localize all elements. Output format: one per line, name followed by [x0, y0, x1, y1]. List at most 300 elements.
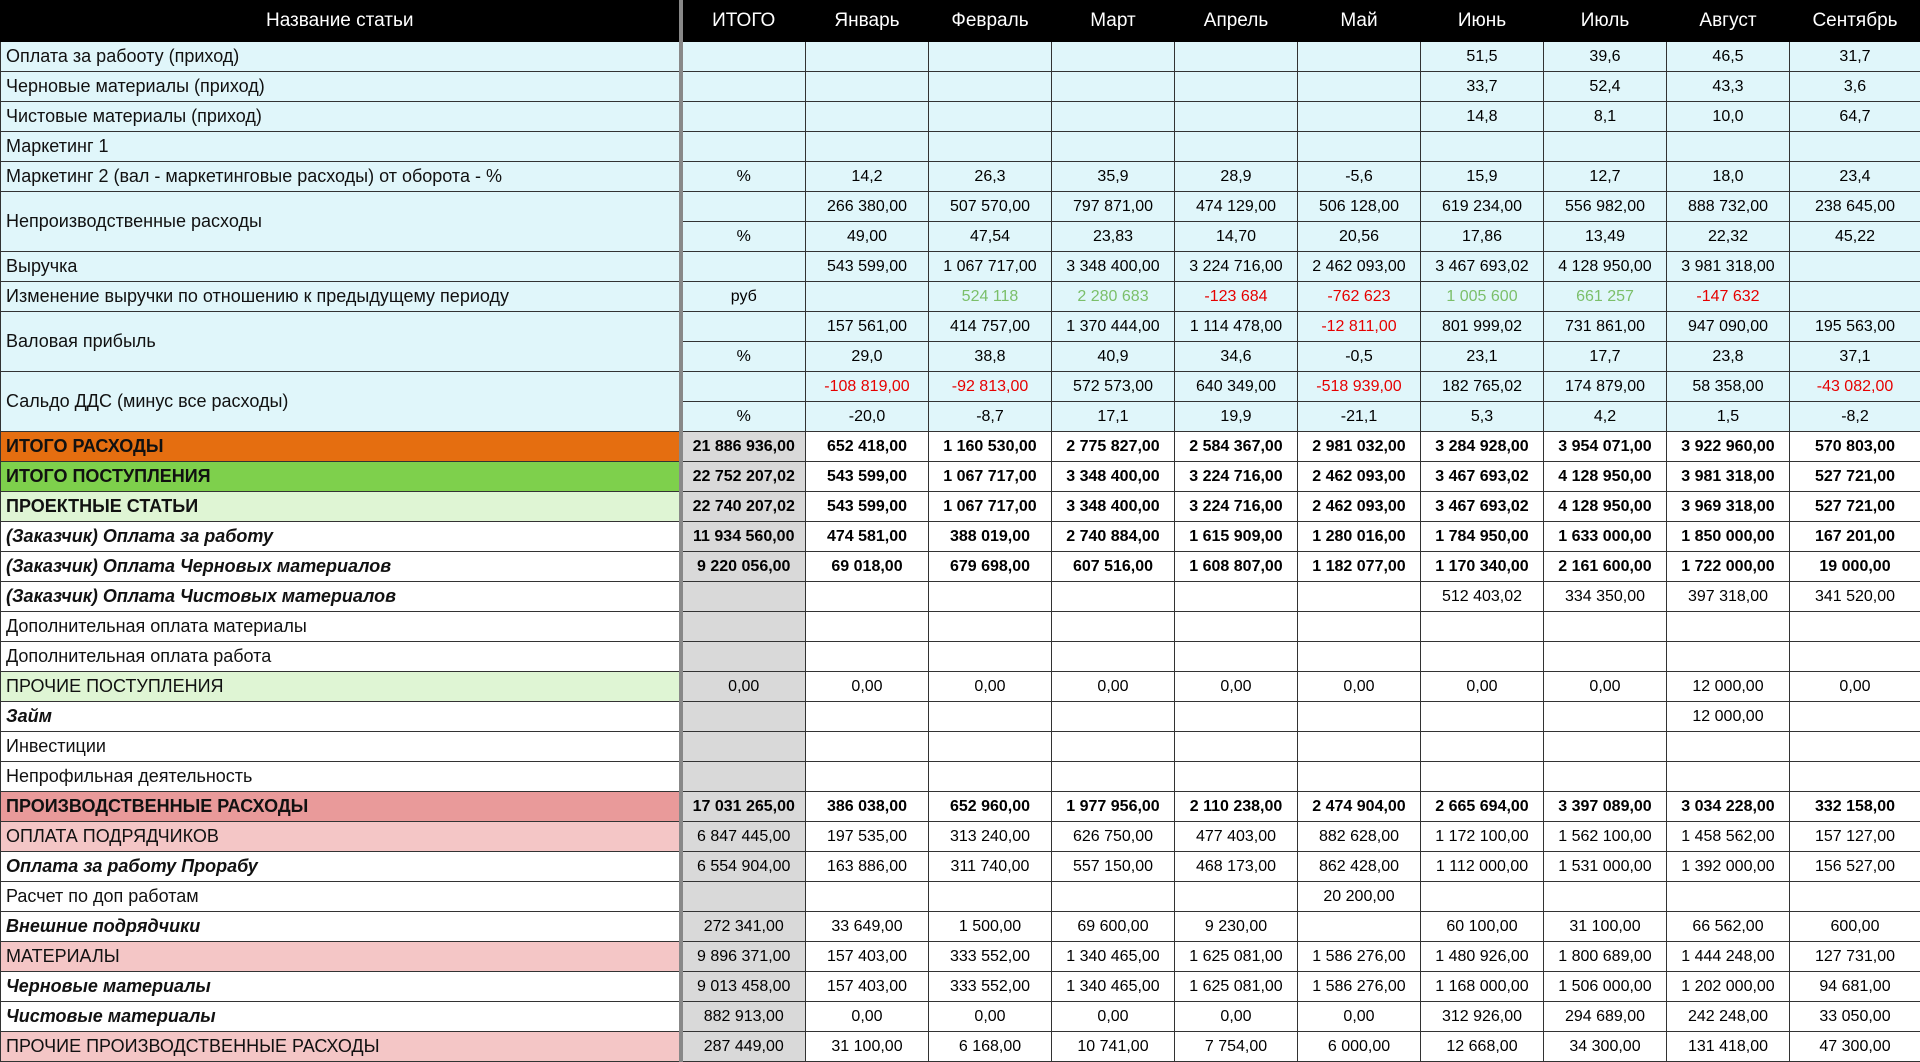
value-cell[interactable] [1175, 732, 1298, 762]
value-cell[interactable]: 14,8 [1421, 102, 1544, 132]
value-cell[interactable]: 14,70 [1175, 222, 1298, 252]
value-cell[interactable] [1052, 732, 1175, 762]
value-cell[interactable] [1298, 912, 1421, 942]
value-cell[interactable]: -8,2 [1790, 402, 1920, 432]
value-cell[interactable]: 1 112 000,00 [1421, 852, 1544, 882]
row-label[interactable]: ИТОГО РАСХОДЫ [1, 432, 681, 462]
value-cell[interactable]: 1 114 478,00 [1175, 312, 1298, 342]
value-cell[interactable] [1544, 732, 1667, 762]
row-label[interactable]: Сальдо ДДС (минус все расходы) [1, 372, 681, 432]
value-cell[interactable]: 397 318,00 [1667, 582, 1790, 612]
value-cell[interactable]: 23,1 [1421, 342, 1544, 372]
value-cell[interactable] [1790, 132, 1920, 162]
value-cell[interactable]: 20,56 [1298, 222, 1421, 252]
value-cell[interactable]: 52,4 [1544, 72, 1667, 102]
value-cell[interactable]: 3,6 [1790, 72, 1920, 102]
unit-cell[interactable] [681, 72, 806, 102]
value-cell[interactable]: 332 158,00 [1790, 792, 1920, 822]
value-cell[interactable]: 3 467 693,02 [1421, 252, 1544, 282]
value-cell[interactable] [1790, 732, 1920, 762]
value-cell[interactable]: 33 050,00 [1790, 1002, 1920, 1032]
value-cell[interactable] [1175, 102, 1298, 132]
value-cell[interactable]: 1 182 077,00 [1298, 552, 1421, 582]
row-label[interactable]: ПРОЧИЕ ПРОИЗВОДСТВЕННЫЕ РАСХОДЫ [1, 1032, 681, 1062]
value-cell[interactable]: 1 067 717,00 [929, 462, 1052, 492]
value-cell[interactable]: 1 067 717,00 [929, 492, 1052, 522]
value-cell[interactable]: 311 740,00 [929, 852, 1052, 882]
value-cell[interactable]: 28,9 [1175, 162, 1298, 192]
value-cell[interactable]: 47 300,00 [1790, 1032, 1920, 1062]
value-cell[interactable]: 8,1 [1544, 102, 1667, 132]
value-cell[interactable]: 3 224 716,00 [1175, 462, 1298, 492]
value-cell[interactable]: 0,00 [1544, 672, 1667, 702]
row-label[interactable]: Чистовые материалы (приход) [1, 102, 681, 132]
value-cell[interactable]: 2 161 600,00 [1544, 552, 1667, 582]
value-cell[interactable]: 334 350,00 [1544, 582, 1667, 612]
value-cell[interactable]: 619 234,00 [1421, 192, 1544, 222]
value-cell[interactable]: 477 403,00 [1175, 822, 1298, 852]
value-cell[interactable] [1544, 612, 1667, 642]
value-cell[interactable]: 23,83 [1052, 222, 1175, 252]
value-cell[interactable]: 0,00 [1298, 672, 1421, 702]
value-cell[interactable] [1175, 612, 1298, 642]
value-cell[interactable] [1667, 762, 1790, 792]
value-cell[interactable]: 157 403,00 [806, 942, 929, 972]
value-cell[interactable]: 1 340 465,00 [1052, 972, 1175, 1002]
value-cell[interactable] [1790, 612, 1920, 642]
row-label[interactable]: Оплата за рабооту (приход) [1, 42, 681, 72]
row-label[interactable]: Черновые материалы [1, 972, 681, 1002]
value-cell[interactable]: 3 224 716,00 [1175, 252, 1298, 282]
value-cell[interactable]: 64,7 [1790, 102, 1920, 132]
value-cell[interactable]: 3 348 400,00 [1052, 462, 1175, 492]
value-cell[interactable]: 242 248,00 [1667, 1002, 1790, 1032]
header-name[interactable]: Название статьи [1, 1, 681, 42]
value-cell[interactable]: 0,00 [929, 1002, 1052, 1032]
row-label[interactable]: Дополнительная оплата материалы [1, 612, 681, 642]
value-cell[interactable]: 31 100,00 [1544, 912, 1667, 942]
total-cell[interactable] [681, 732, 806, 762]
value-cell[interactable]: 4,2 [1544, 402, 1667, 432]
header-month[interactable]: Сентябрь [1790, 1, 1920, 42]
value-cell[interactable]: 12,7 [1544, 162, 1667, 192]
value-cell[interactable]: 3 467 693,02 [1421, 492, 1544, 522]
total-cell[interactable] [681, 612, 806, 642]
value-cell[interactable]: 38,8 [929, 342, 1052, 372]
value-cell[interactable]: 23,8 [1667, 342, 1790, 372]
total-cell[interactable]: 6 554 904,00 [681, 852, 806, 882]
value-cell[interactable]: 1,5 [1667, 402, 1790, 432]
value-cell[interactable]: 2 110 238,00 [1175, 792, 1298, 822]
value-cell[interactable]: 34 300,00 [1544, 1032, 1667, 1062]
value-cell[interactable]: -5,6 [1298, 162, 1421, 192]
row-label[interactable]: Займ [1, 702, 681, 732]
header-total[interactable]: ИТОГО [681, 1, 806, 42]
value-cell[interactable] [1544, 642, 1667, 672]
value-cell[interactable]: -762 623 [1298, 282, 1421, 312]
value-cell[interactable] [1175, 702, 1298, 732]
value-cell[interactable]: 543 599,00 [806, 462, 929, 492]
value-cell[interactable] [929, 42, 1052, 72]
value-cell[interactable] [1667, 612, 1790, 642]
value-cell[interactable]: 527 721,00 [1790, 462, 1920, 492]
value-cell[interactable] [1052, 102, 1175, 132]
value-cell[interactable] [929, 882, 1052, 912]
value-cell[interactable]: 3 981 318,00 [1667, 462, 1790, 492]
value-cell[interactable]: 1 562 100,00 [1544, 822, 1667, 852]
value-cell[interactable]: 3 922 960,00 [1667, 432, 1790, 462]
value-cell[interactable]: 1 850 000,00 [1667, 522, 1790, 552]
value-cell[interactable]: -12 811,00 [1298, 312, 1421, 342]
row-label[interactable]: ОПЛАТА ПОДРЯДЧИКОВ [1, 822, 681, 852]
row-label[interactable]: Валовая прибыль [1, 312, 681, 372]
value-cell[interactable]: 506 128,00 [1298, 192, 1421, 222]
value-cell[interactable] [1421, 732, 1544, 762]
value-cell[interactable]: 947 090,00 [1667, 312, 1790, 342]
value-cell[interactable]: 195 563,00 [1790, 312, 1920, 342]
value-cell[interactable] [1175, 882, 1298, 912]
value-cell[interactable]: 1 170 340,00 [1421, 552, 1544, 582]
value-cell[interactable]: 1 506 000,00 [1544, 972, 1667, 1002]
value-cell[interactable]: 163 886,00 [806, 852, 929, 882]
row-label[interactable]: Выручка [1, 252, 681, 282]
value-cell[interactable] [1175, 72, 1298, 102]
value-cell[interactable] [1790, 702, 1920, 732]
value-cell[interactable]: 1 172 100,00 [1421, 822, 1544, 852]
value-cell[interactable]: 2 462 093,00 [1298, 252, 1421, 282]
value-cell[interactable] [929, 642, 1052, 672]
total-cell[interactable] [681, 582, 806, 612]
value-cell[interactable] [1052, 612, 1175, 642]
value-cell[interactable] [1790, 252, 1920, 282]
unit-cell[interactable] [681, 252, 806, 282]
value-cell[interactable]: 197 535,00 [806, 822, 929, 852]
value-cell[interactable]: 13,49 [1544, 222, 1667, 252]
header-month[interactable]: Март [1052, 1, 1175, 42]
value-cell[interactable]: 0,00 [806, 672, 929, 702]
value-cell[interactable]: 1 444 248,00 [1667, 942, 1790, 972]
value-cell[interactable]: 1 280 016,00 [1298, 522, 1421, 552]
value-cell[interactable] [806, 882, 929, 912]
header-month[interactable]: Январь [806, 1, 929, 42]
value-cell[interactable] [1421, 762, 1544, 792]
value-cell[interactable] [1544, 882, 1667, 912]
value-cell[interactable] [1298, 132, 1421, 162]
value-cell[interactable]: 652 418,00 [806, 432, 929, 462]
row-label[interactable]: Инвестиции [1, 732, 681, 762]
value-cell[interactable]: 266 380,00 [806, 192, 929, 222]
total-cell[interactable]: 17 031 265,00 [681, 792, 806, 822]
value-cell[interactable]: 49,00 [806, 222, 929, 252]
value-cell[interactable] [806, 132, 929, 162]
value-cell[interactable] [1544, 702, 1667, 732]
value-cell[interactable] [1298, 612, 1421, 642]
value-cell[interactable]: 0,00 [1298, 1002, 1421, 1032]
value-cell[interactable]: -147 632 [1667, 282, 1790, 312]
value-cell[interactable]: 1 615 909,00 [1175, 522, 1298, 552]
value-cell[interactable]: 1 458 562,00 [1667, 822, 1790, 852]
value-cell[interactable]: 7 754,00 [1175, 1032, 1298, 1062]
value-cell[interactable] [806, 282, 929, 312]
value-cell[interactable]: 1 722 000,00 [1667, 552, 1790, 582]
value-cell[interactable] [1790, 642, 1920, 672]
total-cell[interactable]: 22 752 207,02 [681, 462, 806, 492]
value-cell[interactable]: 18,0 [1667, 162, 1790, 192]
value-cell[interactable]: 4 128 950,00 [1544, 252, 1667, 282]
value-cell[interactable]: 2 280 683 [1052, 282, 1175, 312]
row-label[interactable]: Оплата за работу Прорабу [1, 852, 681, 882]
row-label[interactable]: Маркетинг 2 (вал - маркетинговые расходы) от оборота - % [1, 162, 681, 192]
value-cell[interactable]: 174 879,00 [1544, 372, 1667, 402]
value-cell[interactable]: 2 474 904,00 [1298, 792, 1421, 822]
value-cell[interactable]: 9 230,00 [1175, 912, 1298, 942]
value-cell[interactable]: 34,6 [1175, 342, 1298, 372]
value-cell[interactable]: 1 202 000,00 [1667, 972, 1790, 1002]
value-cell[interactable]: 0,00 [1790, 672, 1920, 702]
value-cell[interactable]: 31,7 [1790, 42, 1920, 72]
value-cell[interactable] [1175, 42, 1298, 72]
value-cell[interactable]: 312 926,00 [1421, 1002, 1544, 1032]
value-cell[interactable] [1298, 702, 1421, 732]
value-cell[interactable] [1052, 42, 1175, 72]
value-cell[interactable]: 58 358,00 [1667, 372, 1790, 402]
value-cell[interactable] [1052, 72, 1175, 102]
value-cell[interactable]: 512 403,02 [1421, 582, 1544, 612]
value-cell[interactable]: 33 649,00 [806, 912, 929, 942]
value-cell[interactable] [1544, 762, 1667, 792]
value-cell[interactable]: -518 939,00 [1298, 372, 1421, 402]
value-cell[interactable]: 731 861,00 [1544, 312, 1667, 342]
value-cell[interactable]: 10 741,00 [1052, 1032, 1175, 1062]
value-cell[interactable]: 294 689,00 [1544, 1002, 1667, 1032]
value-cell[interactable]: 527 721,00 [1790, 492, 1920, 522]
value-cell[interactable] [1667, 732, 1790, 762]
value-cell[interactable]: 2 981 032,00 [1298, 432, 1421, 462]
value-cell[interactable]: 43,3 [1667, 72, 1790, 102]
value-cell[interactable]: 2 462 093,00 [1298, 492, 1421, 522]
row-label[interactable]: (Заказчик) Оплата Черновых материалов [1, 552, 681, 582]
header-month[interactable]: Июнь [1421, 1, 1544, 42]
value-cell[interactable] [1298, 642, 1421, 672]
value-cell[interactable]: 882 628,00 [1298, 822, 1421, 852]
value-cell[interactable] [1052, 702, 1175, 732]
value-cell[interactable] [1175, 762, 1298, 792]
value-cell[interactable]: 46,5 [1667, 42, 1790, 72]
value-cell[interactable]: 1 633 000,00 [1544, 522, 1667, 552]
value-cell[interactable]: 131 418,00 [1667, 1032, 1790, 1062]
value-cell[interactable]: 661 257 [1544, 282, 1667, 312]
value-cell[interactable] [1175, 132, 1298, 162]
total-cell[interactable] [681, 882, 806, 912]
value-cell[interactable]: 238 645,00 [1790, 192, 1920, 222]
value-cell[interactable]: 167 201,00 [1790, 522, 1920, 552]
value-cell[interactable] [929, 132, 1052, 162]
value-cell[interactable] [929, 762, 1052, 792]
row-label[interactable]: (Заказчик) Оплата Чистовых материалов [1, 582, 681, 612]
row-label[interactable]: Непроизводственные расходы [1, 192, 681, 252]
unit-cell[interactable] [681, 42, 806, 72]
value-cell[interactable]: 22,32 [1667, 222, 1790, 252]
value-cell[interactable]: 60 100,00 [1421, 912, 1544, 942]
value-cell[interactable]: 33,7 [1421, 72, 1544, 102]
value-cell[interactable]: 1 800 689,00 [1544, 942, 1667, 972]
value-cell[interactable]: 3 224 716,00 [1175, 492, 1298, 522]
value-cell[interactable] [806, 612, 929, 642]
value-cell[interactable]: 524 118 [929, 282, 1052, 312]
value-cell[interactable]: 1 370 444,00 [1052, 312, 1175, 342]
unit-cell[interactable]: руб [681, 282, 806, 312]
value-cell[interactable]: 17,86 [1421, 222, 1544, 252]
value-cell[interactable]: 127 731,00 [1790, 942, 1920, 972]
value-cell[interactable]: 0,00 [1052, 672, 1175, 702]
value-cell[interactable]: 640 349,00 [1175, 372, 1298, 402]
value-cell[interactable]: 2 740 884,00 [1052, 522, 1175, 552]
value-cell[interactable]: -8,7 [929, 402, 1052, 432]
value-cell[interactable] [1298, 732, 1421, 762]
value-cell[interactable]: 47,54 [929, 222, 1052, 252]
value-cell[interactable]: 543 599,00 [806, 252, 929, 282]
value-cell[interactable] [1175, 642, 1298, 672]
value-cell[interactable]: -20,0 [806, 402, 929, 432]
value-cell[interactable]: 12 000,00 [1667, 702, 1790, 732]
header-month[interactable]: Апрель [1175, 1, 1298, 42]
value-cell[interactable]: 37,1 [1790, 342, 1920, 372]
value-cell[interactable]: 3 348 400,00 [1052, 492, 1175, 522]
value-cell[interactable]: 1 340 465,00 [1052, 942, 1175, 972]
value-cell[interactable]: 19 000,00 [1790, 552, 1920, 582]
value-cell[interactable]: 17,1 [1052, 402, 1175, 432]
value-cell[interactable] [806, 762, 929, 792]
value-cell[interactable] [1421, 132, 1544, 162]
value-cell[interactable]: 474 581,00 [806, 522, 929, 552]
value-cell[interactable]: 679 698,00 [929, 552, 1052, 582]
total-cell[interactable]: 0,00 [681, 672, 806, 702]
value-cell[interactable]: 0,00 [1175, 1002, 1298, 1032]
unit-cell[interactable]: % [681, 402, 806, 432]
value-cell[interactable] [806, 702, 929, 732]
value-cell[interactable]: 5,3 [1421, 402, 1544, 432]
value-cell[interactable]: 888 732,00 [1667, 192, 1790, 222]
value-cell[interactable]: 2 584 367,00 [1175, 432, 1298, 462]
value-cell[interactable]: 19,9 [1175, 402, 1298, 432]
value-cell[interactable]: 1 160 530,00 [929, 432, 1052, 462]
value-cell[interactable]: 157 561,00 [806, 312, 929, 342]
value-cell[interactable]: 386 038,00 [806, 792, 929, 822]
value-cell[interactable]: 1 784 950,00 [1421, 522, 1544, 552]
value-cell[interactable]: -21,1 [1298, 402, 1421, 432]
header-month[interactable]: Июль [1544, 1, 1667, 42]
value-cell[interactable] [929, 702, 1052, 732]
value-cell[interactable]: 157 127,00 [1790, 822, 1920, 852]
value-cell[interactable] [1667, 882, 1790, 912]
header-month[interactable]: Февраль [929, 1, 1052, 42]
value-cell[interactable] [806, 642, 929, 672]
total-cell[interactable] [681, 642, 806, 672]
value-cell[interactable]: 1 625 081,00 [1175, 972, 1298, 1002]
value-cell[interactable] [806, 732, 929, 762]
value-cell[interactable]: 1 586 276,00 [1298, 942, 1421, 972]
value-cell[interactable]: 3 467 693,02 [1421, 462, 1544, 492]
value-cell[interactable]: 94 681,00 [1790, 972, 1920, 1002]
total-cell[interactable]: 21 886 936,00 [681, 432, 806, 462]
value-cell[interactable] [1421, 702, 1544, 732]
row-label[interactable]: Дополнительная оплата работа [1, 642, 681, 672]
row-label[interactable]: Внешние подрядчики [1, 912, 681, 942]
total-cell[interactable]: 6 847 445,00 [681, 822, 806, 852]
value-cell[interactable] [1544, 132, 1667, 162]
value-cell[interactable] [1298, 582, 1421, 612]
value-cell[interactable]: 14,2 [806, 162, 929, 192]
unit-cell[interactable] [681, 192, 806, 222]
value-cell[interactable]: 2 775 827,00 [1052, 432, 1175, 462]
unit-cell[interactable] [681, 132, 806, 162]
value-cell[interactable] [1790, 762, 1920, 792]
value-cell[interactable]: 182 765,02 [1421, 372, 1544, 402]
row-label[interactable]: Расчет по доп работам [1, 882, 681, 912]
total-cell[interactable]: 272 341,00 [681, 912, 806, 942]
value-cell[interactable]: 556 982,00 [1544, 192, 1667, 222]
value-cell[interactable]: 1 067 717,00 [929, 252, 1052, 282]
row-label[interactable]: (Заказчик) Оплата за работу [1, 522, 681, 552]
value-cell[interactable]: 507 570,00 [929, 192, 1052, 222]
value-cell[interactable] [929, 612, 1052, 642]
value-cell[interactable] [1175, 582, 1298, 612]
total-cell[interactable]: 11 934 560,00 [681, 522, 806, 552]
value-cell[interactable]: 69 018,00 [806, 552, 929, 582]
value-cell[interactable] [806, 102, 929, 132]
value-cell[interactable] [1298, 762, 1421, 792]
value-cell[interactable]: 20 200,00 [1298, 882, 1421, 912]
value-cell[interactable]: 39,6 [1544, 42, 1667, 72]
value-cell[interactable] [1052, 642, 1175, 672]
value-cell[interactable]: 414 757,00 [929, 312, 1052, 342]
value-cell[interactable]: 626 750,00 [1052, 822, 1175, 852]
value-cell[interactable]: 1 608 807,00 [1175, 552, 1298, 582]
value-cell[interactable]: 0,00 [1175, 672, 1298, 702]
value-cell[interactable]: 4 128 950,00 [1544, 492, 1667, 522]
value-cell[interactable]: 15,9 [1421, 162, 1544, 192]
total-cell[interactable] [681, 762, 806, 792]
value-cell[interactable]: 6 168,00 [929, 1032, 1052, 1062]
value-cell[interactable]: 3 397 089,00 [1544, 792, 1667, 822]
unit-cell[interactable]: % [681, 342, 806, 372]
value-cell[interactable]: 35,9 [1052, 162, 1175, 192]
value-cell[interactable]: 156 527,00 [1790, 852, 1920, 882]
total-cell[interactable]: 9 013 458,00 [681, 972, 806, 1002]
value-cell[interactable] [1421, 612, 1544, 642]
total-cell[interactable]: 9 220 056,00 [681, 552, 806, 582]
value-cell[interactable]: 652 960,00 [929, 792, 1052, 822]
value-cell[interactable]: 26,3 [929, 162, 1052, 192]
value-cell[interactable]: 6 000,00 [1298, 1032, 1421, 1062]
value-cell[interactable]: 12 000,00 [1667, 672, 1790, 702]
total-cell[interactable]: 22 740 207,02 [681, 492, 806, 522]
value-cell[interactable]: 607 516,00 [1052, 552, 1175, 582]
unit-cell[interactable] [681, 372, 806, 402]
value-cell[interactable] [1052, 132, 1175, 162]
value-cell[interactable]: 572 573,00 [1052, 372, 1175, 402]
value-cell[interactable]: 1 531 000,00 [1544, 852, 1667, 882]
value-cell[interactable] [1790, 882, 1920, 912]
value-cell[interactable]: 474 129,00 [1175, 192, 1298, 222]
value-cell[interactable]: 1 480 926,00 [1421, 942, 1544, 972]
value-cell[interactable]: 3 969 318,00 [1667, 492, 1790, 522]
row-label[interactable]: ПРОЕКТНЫЕ СТАТЬИ [1, 492, 681, 522]
row-label[interactable]: Чистовые материалы [1, 1002, 681, 1032]
value-cell[interactable]: 1 625 081,00 [1175, 942, 1298, 972]
value-cell[interactable]: 0,00 [1052, 1002, 1175, 1032]
value-cell[interactable]: 4 128 950,00 [1544, 462, 1667, 492]
